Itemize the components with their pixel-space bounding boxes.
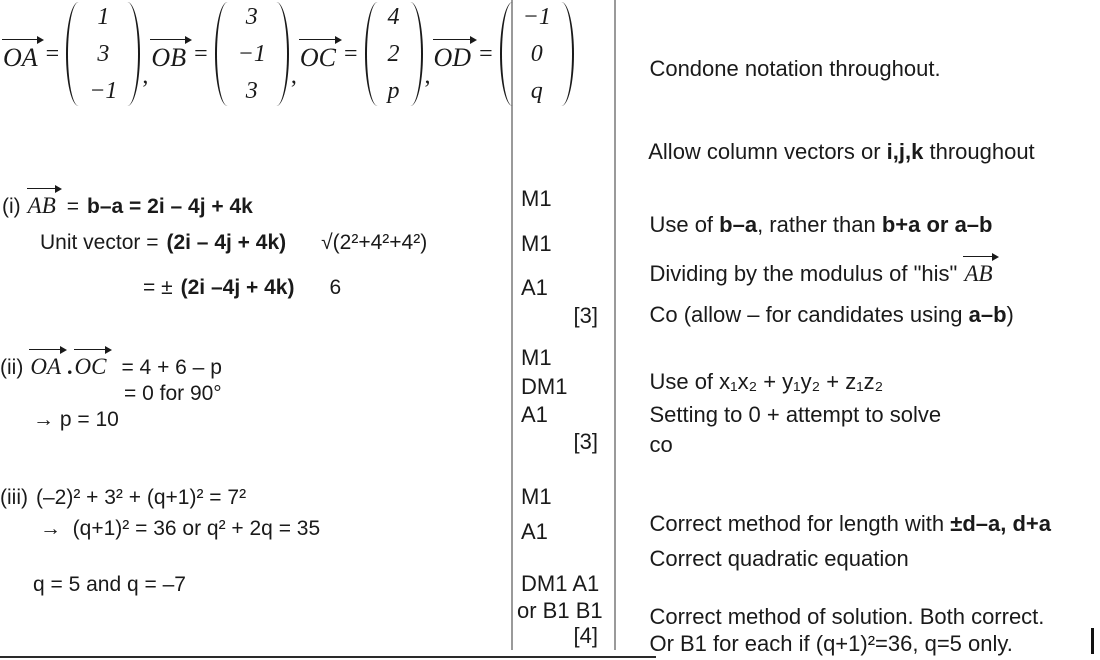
comment-text: ) bbox=[1006, 302, 1014, 327]
modulus-expression: √(2²+4²+4²) bbox=[321, 231, 428, 254]
comment-general-1 bbox=[625, 30, 941, 108]
vector-component: 4 bbox=[387, 4, 400, 30]
right-parenthesis bbox=[558, 2, 574, 106]
part-iii-line-2 bbox=[40, 517, 320, 541]
comment-text: , rather than bbox=[757, 212, 882, 237]
vector-component: −1 bbox=[89, 77, 118, 104]
solutions: q = 5 and q = –7 bbox=[33, 573, 186, 596]
part-iii-line-1 bbox=[0, 486, 246, 510]
vector-component: 3 bbox=[245, 4, 258, 30]
part-iii-line-3 bbox=[33, 573, 186, 597]
equals-plusminus: = ± bbox=[143, 276, 173, 299]
expression: (2i – 4j + 4k) bbox=[166, 231, 287, 254]
left-parenthesis bbox=[365, 2, 381, 106]
comma: , bbox=[142, 63, 149, 89]
equals-sign: = bbox=[66, 195, 80, 218]
comment-bold: a–b bbox=[968, 302, 1007, 327]
comma: , bbox=[424, 63, 431, 89]
vector-definition-od bbox=[433, 2, 574, 106]
mark-i-m1b: M1 bbox=[521, 231, 552, 256]
vector-definition-oc bbox=[299, 2, 423, 106]
vector-component: −1 bbox=[522, 4, 551, 30]
vector-name: OC bbox=[299, 38, 341, 71]
unit-vector-label: Unit vector = bbox=[40, 231, 159, 254]
mark-ii-dm1: DM1 bbox=[521, 374, 568, 399]
expression: = 0 for 90° bbox=[124, 382, 222, 405]
equals-sign: = bbox=[45, 40, 60, 67]
vector-ab: AB bbox=[963, 255, 997, 285]
comment-text: Use of bbox=[649, 212, 720, 237]
right-parenthesis bbox=[124, 2, 140, 106]
expression: (2i –4j + 4k) bbox=[180, 276, 295, 299]
vector-name: OA bbox=[2, 38, 43, 71]
vector-components bbox=[231, 2, 273, 106]
comment-text: Allow column vectors or bbox=[648, 139, 887, 164]
comment-bold: b+a or a–b bbox=[881, 212, 993, 237]
mark-iii-dm1-a1: DM1 A1 bbox=[521, 571, 600, 596]
mark-iii-a1: A1 bbox=[521, 519, 548, 544]
left-parenthesis bbox=[215, 2, 231, 106]
vector-component: 3 bbox=[97, 40, 110, 67]
vector-ab: AB bbox=[27, 187, 61, 217]
vector-name: OB bbox=[150, 38, 191, 71]
mark-iii-m1: M1 bbox=[521, 484, 552, 509]
comment-iii-3b bbox=[625, 605, 1013, 660]
vector-component: 3 bbox=[245, 77, 258, 104]
equals-sign: = bbox=[343, 40, 358, 67]
expression: (–2)² + 3² + (q+1)² = 7² bbox=[35, 486, 247, 509]
left-parenthesis bbox=[66, 2, 82, 106]
mark-i-m1a: M1 bbox=[521, 186, 552, 211]
comment-bold: b–a bbox=[719, 212, 758, 237]
comment-text: Co (allow – for candidates using bbox=[649, 302, 969, 327]
vector-definition-ob bbox=[150, 2, 288, 106]
comment-bold: ±d–a, d+a bbox=[950, 511, 1051, 536]
expression: b–a = 2i – 4j + 4k bbox=[87, 195, 253, 218]
right-parenthesis bbox=[273, 2, 289, 106]
part-i-line-1 bbox=[2, 187, 253, 219]
text-cursor bbox=[1091, 628, 1094, 654]
vector-component: p bbox=[387, 77, 400, 104]
comment-text: co bbox=[649, 432, 673, 457]
comment-text: Condone notation throughout. bbox=[649, 56, 941, 81]
mark-ii-m1: M1 bbox=[521, 345, 552, 370]
vector-oa: OA bbox=[29, 348, 66, 378]
divisor-value: 6 bbox=[329, 276, 342, 299]
comment-ii-3 bbox=[625, 406, 673, 484]
vector-components bbox=[82, 2, 124, 106]
mark-i-a1: A1 bbox=[521, 275, 548, 300]
comment-text: Correct method of solution. Both correct. bbox=[649, 604, 1045, 629]
conclusion: → p = 10 bbox=[33, 408, 119, 431]
comment-bold: i,j,k bbox=[886, 139, 924, 164]
vector-components bbox=[516, 2, 558, 106]
left-parenthesis bbox=[500, 2, 516, 106]
mark-i-total: [3] bbox=[573, 303, 598, 328]
comma: , bbox=[290, 63, 297, 89]
table-bottom-border bbox=[0, 656, 656, 658]
comment-text: Use of x₁x₂ + y₁y₂ + z₁z₂ bbox=[649, 369, 884, 394]
comment-text: Correct quadratic equation bbox=[649, 546, 909, 571]
vector-definition-oa bbox=[2, 2, 140, 106]
equals-sign: = bbox=[194, 40, 208, 67]
mark-iii-or-b1-b1: or B1 B1 bbox=[517, 598, 603, 623]
comment-text: Or B1 for each if (q+1)²=36, q=5 only. bbox=[649, 631, 1013, 656]
part-i-line-2 bbox=[40, 231, 427, 255]
comment-text: Correct method for length with bbox=[649, 511, 951, 536]
expression: = 4 + 6 – p bbox=[121, 356, 222, 379]
vector-name: OD bbox=[433, 38, 477, 71]
mark-ii-a1: A1 bbox=[521, 402, 548, 427]
column-divider-right bbox=[614, 0, 616, 650]
comment-text: Setting to 0 + attempt to solve bbox=[649, 402, 942, 427]
part-label: (ii) bbox=[0, 356, 24, 379]
vector-component: 1 bbox=[97, 4, 110, 30]
vector-oc: OC bbox=[74, 348, 112, 378]
vector-component: 0 bbox=[530, 40, 543, 67]
vector-component: −1 bbox=[237, 40, 266, 67]
vector-component: q bbox=[530, 77, 543, 104]
part-label: (i) bbox=[2, 195, 21, 218]
part-ii-line-3 bbox=[33, 408, 119, 432]
equals-sign: = bbox=[479, 40, 493, 67]
vector-components bbox=[381, 2, 407, 106]
vector-definitions bbox=[2, 2, 576, 106]
part-label: (iii) bbox=[0, 486, 28, 509]
vector-component: 2 bbox=[387, 40, 400, 67]
comment-text: Dividing by the modulus of "his" bbox=[649, 261, 964, 286]
mark-iii-total: [4] bbox=[573, 623, 598, 648]
expression: → (q+1)² = 36 or q² + 2q = 35 bbox=[40, 517, 321, 540]
part-ii-line-1 bbox=[0, 348, 222, 380]
part-i-line-3 bbox=[143, 276, 341, 300]
part-ii-line-2 bbox=[124, 382, 222, 406]
dot-product-dot: . bbox=[67, 354, 73, 379]
comment-general-2 bbox=[625, 113, 1035, 191]
comment-text: throughout bbox=[923, 139, 1035, 164]
mark-ii-total: [3] bbox=[573, 429, 598, 454]
right-parenthesis bbox=[407, 2, 423, 106]
